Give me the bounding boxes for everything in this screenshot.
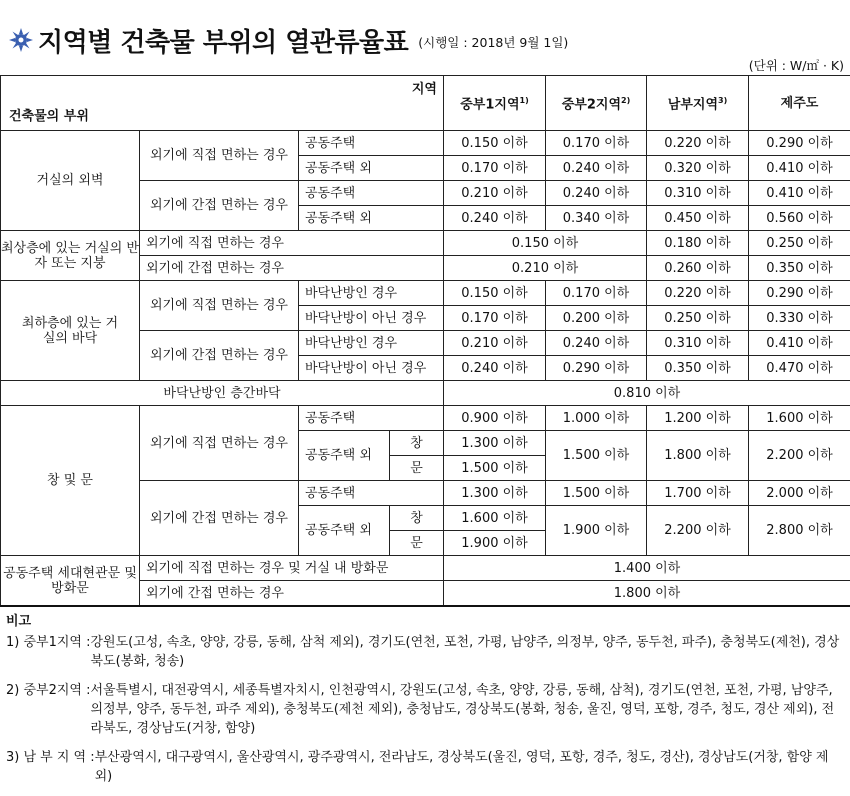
col-header-jeju: 제주도 [749,76,850,131]
value-cell: 0.170 이하 [444,156,546,181]
value-cell: 0.240 이하 [546,156,647,181]
value-cell: 1.800 이하 [444,581,850,607]
value-cell: 0.150 이하 [444,131,546,156]
value-cell: 1.900 이하 [444,531,546,556]
windows-direct-window: 창 [390,431,444,456]
value-cell: 0.560 이하 [749,206,850,231]
value-cell: 0.310 이하 [647,331,749,356]
value-cell: 0.170 이하 [546,281,647,306]
value-cell: 1.900 이하 [546,506,647,556]
note-label: 1) 중부1지역 : [6,633,91,671]
value-cell: 1.600 이하 [444,506,546,531]
note-text: 강원도(고성, 속초, 양양, 강릉, 동해, 삼척 제외), 경기도(연천, 포천, 가평, 남양주, 의정부, 양주, 동두천, 파주), 충청북도(제천), 경상북도(봉화, 청송) [91,633,847,671]
section-wall: 거실의 외벽 [1,131,140,231]
value-cell: 0.290 이하 [749,131,850,156]
value-cell: 0.410 이하 [749,156,850,181]
value-cell: 0.450 이하 [647,206,749,231]
value-cell: 2.000 이하 [749,481,850,506]
value-cell: 1.700 이하 [647,481,749,506]
entrance-indirect: 외기에 간접 면하는 경우 [140,581,444,607]
value-cell: 0.250 이하 [749,231,850,256]
floor-direct: 외기에 직접 면하는 경우 [140,281,299,331]
value-cell: 0.170 이하 [444,306,546,331]
note-item [6,748,846,786]
value-cell: 1.000 이하 [546,406,647,431]
value-cell: 1.800 이하 [647,431,749,481]
table-header-row [1,76,850,131]
unit-label: (단위 : W/㎡ · K) [749,56,844,74]
notes-section [6,612,846,796]
value-cell: 1.400 이하 [444,556,850,581]
page-title: 지역별 건축물 부위의 열관류율표 [38,22,408,59]
value-cell: 0.320 이하 [647,156,749,181]
note-label: 2) 중부2지역 : [6,681,91,738]
value-cell: 0.350 이하 [647,356,749,381]
value-cell: 0.220 이하 [647,131,749,156]
roof-direct: 외기에 직접 면하는 경우 [140,231,444,256]
notes-heading: 비고 [6,612,846,631]
table-row [1,281,850,306]
thermal-transmittance-table [0,75,850,607]
value-cell: 1.300 이하 [444,481,546,506]
value-cell: 0.210 이하 [444,256,647,281]
gear-flower-icon [8,27,34,53]
value-cell: 0.260 이하 [647,256,749,281]
value-cell: 0.900 이하 [444,406,546,431]
value-cell: 0.170 이하 [546,131,647,156]
wall-direct-apt: 공동주택 [299,131,444,156]
value-cell: 1.600 이하 [749,406,850,431]
note-text: 서울특별시, 대전광역시, 세종특별자치시, 인천광역시, 강원도(고성, 속초, 양양, 강릉, 동해, 삼척), 경기도(연천, 포천, 가평, 남양주, 의정부, 양주, 동두천, 파주 제외), 충청북도(제천 제외), 충청남도, 경상북도(봉화, 청송, 울진, 영덕, 포항, 경주, 청도, 경산 제외), 전라북도, 경상남도(거창, 함양) [91,681,847,738]
windows-indirect-door: 문 [390,531,444,556]
section-entrance: 공동주택 세대현관문 및 방화문 [1,556,140,607]
floor-indirect-not-heated: 바닥난방이 아닌 경우 [299,356,444,381]
note-item [6,633,846,671]
effective-date: (시행일 : 2018년 9월 1일) [418,33,568,51]
value-cell: 0.240 이하 [444,206,546,231]
value-cell: 0.810 이하 [444,381,850,406]
section-floor: 최하층에 있는 거실의 바닥 [1,281,140,381]
value-cell: 0.350 이하 [749,256,850,281]
value-cell: 2.200 이하 [647,506,749,556]
col-header-south: 남부지역$^{3)}$ [647,76,749,131]
corner-cell [1,76,444,131]
value-cell: 0.200 이하 [546,306,647,331]
table-row [1,406,850,431]
value-cell: 1.500 이하 [546,481,647,506]
windows-indirect-apt: 공동주택 [299,481,444,506]
windows-indirect-window: 창 [390,506,444,531]
value-cell: 0.330 이하 [749,306,850,331]
entrance-direct: 외기에 직접 면하는 경우 및 거실 내 방화문 [140,556,444,581]
value-cell: 0.240 이하 [444,356,546,381]
corner-part-label: 건축물의 부위 [9,109,89,124]
floor-direct-not-heated: 바닥난방이 아닌 경우 [299,306,444,331]
roof-indirect: 외기에 간접 면하는 경우 [140,256,444,281]
section-interfloor: 바닥난방인 층간바닥 [1,381,444,406]
value-cell: 1.500 이하 [444,456,546,481]
value-cell: 0.290 이하 [749,281,850,306]
wall-direct-non-apt: 공동주택 외 [299,156,444,181]
title-row [8,20,568,60]
value-cell: 0.150 이하 [444,231,647,256]
col-header-central2: 중부2지역$^{2)}$ [546,76,647,131]
value-cell: 1.200 이하 [647,406,749,431]
value-cell: 0.410 이하 [749,181,850,206]
value-cell: 0.470 이하 [749,356,850,381]
windows-direct-apt: 공동주택 [299,406,444,431]
table-row [1,381,850,406]
value-cell: 0.310 이하 [647,181,749,206]
windows-direct: 외기에 직접 면하는 경우 [140,406,299,481]
windows-indirect: 외기에 간접 면하는 경우 [140,481,299,556]
value-cell: 2.200 이하 [749,431,850,481]
windows-direct-door: 문 [390,456,444,481]
value-cell: 0.290 이하 [546,356,647,381]
col-header-central1: 중부1지역$^{1)}$ [444,76,546,131]
value-cell: 0.180 이하 [647,231,749,256]
value-cell: 0.240 이하 [546,181,647,206]
note-label: 3) 남 부 지 역 : [6,748,95,786]
table-row [1,131,850,156]
windows-direct-non-apt: 공동주택 외 [299,431,390,481]
wall-direct: 외기에 직접 면하는 경우 [140,131,299,181]
value-cell: 0.210 이하 [444,331,546,356]
note-text: 부산광역시, 대구광역시, 울산광역시, 광주광역시, 전라남도, 경상북도(울진, 영덕, 포항, 경주, 청도, 경산), 경상남도(거창, 함양 제외) [95,748,846,786]
wall-indirect: 외기에 간접 면하는 경우 [140,181,299,231]
value-cell: 0.150 이하 [444,281,546,306]
wall-indirect-non-apt: 공동주택 외 [299,206,444,231]
section-windows: 창 및 문 [1,406,140,556]
value-cell: 0.240 이하 [546,331,647,356]
value-cell: 0.220 이하 [647,281,749,306]
value-cell: 2.800 이하 [749,506,850,556]
table-row [1,556,850,581]
value-cell: 0.210 이하 [444,181,546,206]
value-cell: 1.300 이하 [444,431,546,456]
section-roof: 최상층에 있는 거실의 반자 또는 지붕 [1,231,140,281]
value-cell: 0.410 이하 [749,331,850,356]
table-row [1,231,850,256]
value-cell: 0.340 이하 [546,206,647,231]
corner-region-label: 지역 [412,82,437,97]
windows-indirect-non-apt: 공동주택 외 [299,506,390,556]
value-cell: 1.500 이하 [546,431,647,481]
value-cell: 0.250 이하 [647,306,749,331]
floor-indirect: 외기에 간접 면하는 경우 [140,331,299,381]
wall-indirect-apt: 공동주택 [299,181,444,206]
note-item [6,681,846,738]
floor-direct-heated: 바닥난방인 경우 [299,281,444,306]
floor-indirect-heated: 바닥난방인 경우 [299,331,444,356]
